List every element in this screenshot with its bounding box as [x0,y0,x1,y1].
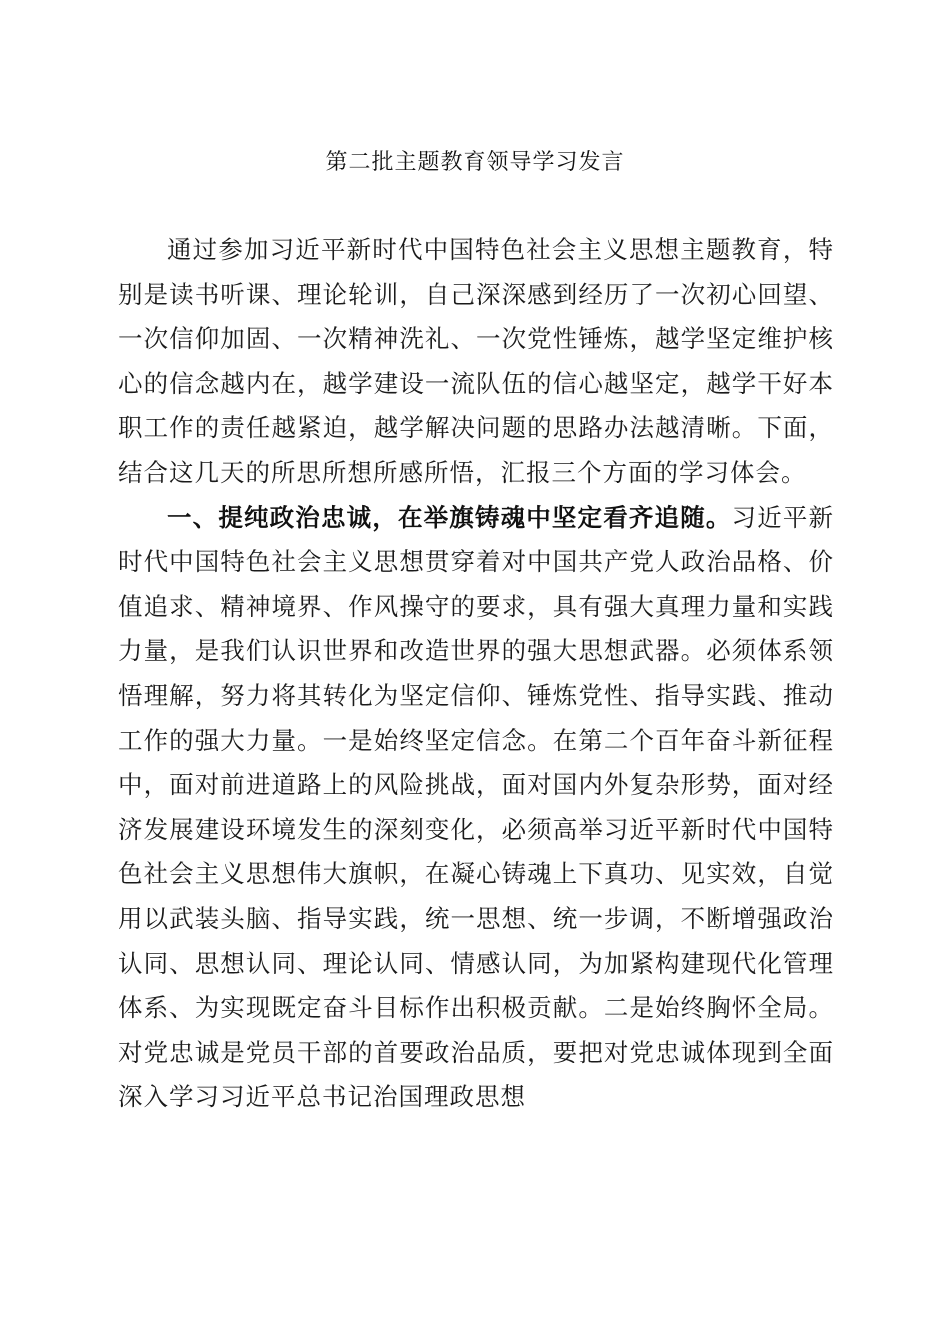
document-title: 第二批主题教育领导学习发言 [325,150,625,175]
intro-paragraph-text: 通过参加习近平新时代中国特色社会主义思想主题教育，特别是读书听课、理论轮训，自己深深感到经历了一次初心回望、一次信仰加固、一次精神洗礼、一次党性锤炼，越学坚定维护核心的信念越内在，越学建设一流队伍的信心越坚定，越学干好本职工作的责任越紧迫，越学解决问题的思路办法越清晰。下面，结合这几天的所思所想所感所悟，汇报三个方面的学习体会。 [118,235,834,487]
section-one-text: 习近平新时代中国特色社会主义思想贯穿着对中国共产党人政治品格、价值追求、精神境界、作风操守的要求，具有强大真理力量和实践力量，是我们认识世界和改造世界的强大思想武器。必须体系领悟理解，努力将其转化为坚定信仰、锤炼党性、指导实践、推动工作的强大力量。一是始终坚定信念。在第二个百年奋斗新征程中，面对前进道路上的风险挑战，面对国内外复杂形势，面对经济发展建设环境发生的深刻变化，必须高举习近平新时代中国特色社会主义思想伟大旗帜，在凝心铸魂上下真功、见实效，自觉用以武装头脑、指导实践，统一思想、统一步调，不断增强政治认同、思想认同、理论认同、情感认同，为加紧构建现代化管理体系、为实现既定奋斗目标作出积极贡献。二是始终胸怀全局。对党忠诚是党员干部的首要政治品质，要把对党忠诚体现到全面深入学习习近平总书记治国理政思想 [118,502,835,1112]
section-one-paragraph [118,496,834,1120]
document-body [118,228,834,1120]
intro-paragraph [118,228,834,496]
section-one-heading: 一、提纯政治忠诚，在举旗铸魂中坚定看齐追随。 [167,502,732,532]
